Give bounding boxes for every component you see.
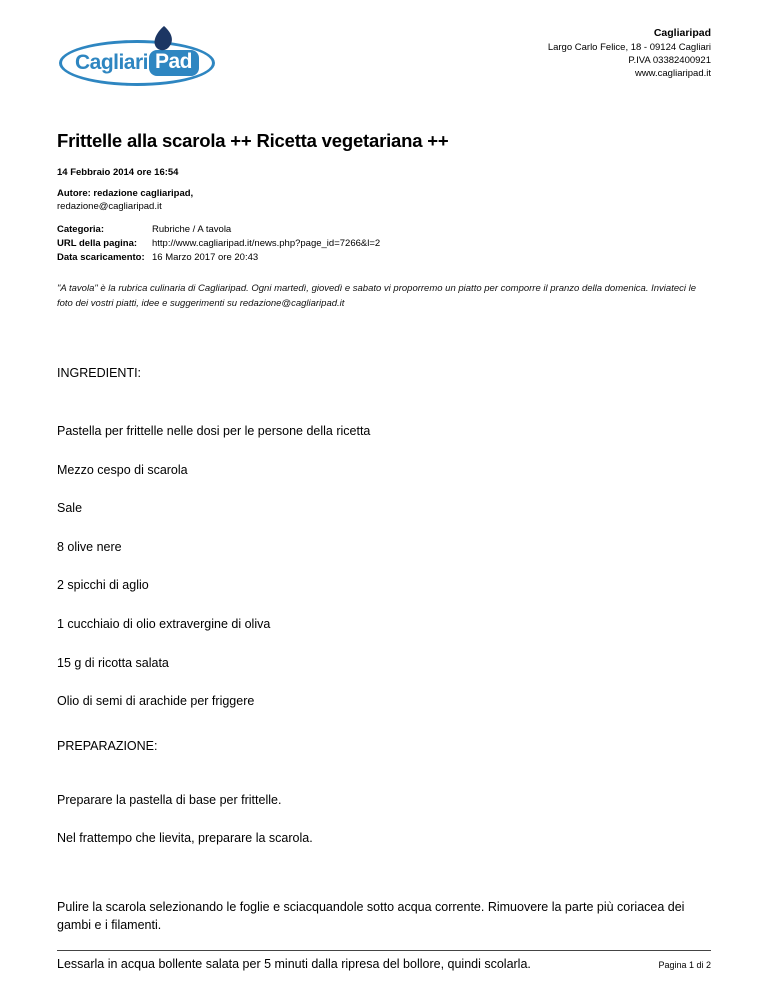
preparation-heading: PREPARAZIONE:	[57, 739, 158, 754]
page-number: Pagina 1 di 2	[658, 960, 711, 970]
company-address: Largo Carlo Felice, 18 - 09124 Cagliari	[547, 41, 711, 53]
company-info	[548, 26, 711, 81]
preparation-step: Pulire la scarola selezionando le foglie e sciacquandole sotto acqua corrente. Rimuovere la parte più coriacea dei gambi e i filamenti.	[57, 900, 685, 933]
article-author	[57, 188, 711, 214]
article-meta	[57, 223, 711, 266]
ingredient-item: 8 olive nere	[57, 539, 122, 554]
meta-row-data-scaricamento	[57, 251, 711, 265]
meta-value: http://www.cagliaripad.it/news.php?page_id=7266&l=2	[152, 237, 381, 249]
ingredient-item: 2 spicchi di aglio	[57, 578, 149, 593]
ingredient-item: Mezzo cespo di scarola	[57, 462, 188, 477]
article-title: Frittelle alla scarola ++ Ricetta vegetariana ++	[57, 130, 449, 151]
ingredient-item: Olio di semi di arachide per friggere	[57, 694, 255, 709]
logo-text-pad: Pad	[149, 50, 199, 76]
preparation-step: Lessarla in acqua bollente salata per 5 minuti dalla ripresa del bollore, quindi scolarla.	[57, 957, 531, 972]
page-footer	[57, 950, 711, 970]
meta-label: URL della pagina:	[57, 237, 138, 249]
article-datetime: 14 Febbraio 2014 ore 16:54	[57, 167, 179, 178]
author-label: Autore: redazione cagliaripad,	[57, 188, 194, 199]
ingredient-item: 1 cucchiaio di olio extravergine di oliva	[57, 617, 271, 632]
company-piva: P.IVA 03382400921	[628, 54, 711, 66]
cagliaripad-logo	[59, 40, 215, 86]
meta-value: 16 Marzo 2017 ore 20:43	[152, 252, 259, 264]
meta-row-url	[57, 237, 711, 251]
ingredient-item: Sale	[57, 501, 83, 516]
preparation-step: Nel frattempo che lievita, preparare la scarola.	[57, 831, 313, 846]
preparation-step: Preparare la pastella di base per frittelle.	[57, 792, 282, 807]
meta-label: Categoria:	[57, 223, 104, 235]
meta-label: Data scaricamento:	[57, 252, 145, 264]
article-intro: "A tavola" è la rubrica culinaria di Cagliaripad. Ogni martedì, giovedì e sabato vi proporremo un piatto per comporre il pranzo della domenica. Inviateci le foto dei vostri piatti, idee e suggerimenti su redazione@cagliaripad.it	[57, 283, 697, 310]
logo-oval	[59, 40, 215, 86]
meta-row-categoria	[57, 223, 711, 237]
company-website: www.cagliaripad.it	[634, 68, 711, 80]
ingredients-heading: INGREDIENTI:	[57, 365, 142, 380]
logo-text-cagliari: Cagliari	[74, 51, 148, 74]
meta-value: Rubriche / A tavola	[152, 223, 232, 235]
company-name: Cagliaripad	[653, 27, 711, 39]
bird-icon	[153, 26, 175, 52]
page-header	[57, 26, 711, 86]
ingredient-item: 15 g di ricotta salata	[57, 655, 169, 670]
footer-divider	[57, 950, 711, 951]
ingredient-item: Pastella per frittelle nelle dosi per le persone della ricetta	[57, 423, 371, 438]
author-email: redazione@cagliaripad.it	[57, 200, 162, 212]
